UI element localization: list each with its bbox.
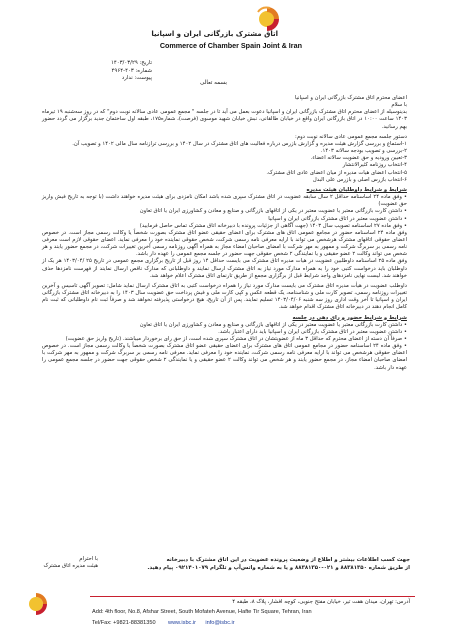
contact-note	[130, 556, 410, 572]
agenda-item: ۵-انتخاب اعضای هیات مدیره از میان اعضای عادی اتاق مشترک.	[266, 169, 407, 176]
address-fa: آدرس: تهران، میدان هفت تیر، خیابان مفتح جنوبی، کوچه افشار، پلاک ۸، طبقه ۴	[232, 599, 410, 605]
contact-note-line: از طریق شماره ۸۸۳۸۱۳۵۰ و ۰۲۱-۸۸۳۸۱۳۵۰ و یا به شماره واتس‌آپ و تلگرام ۰۹۲۱۴۰۱۰۷۹ پیام دهید.	[147, 565, 410, 571]
tel-fax: Tel/Fax: +9821-88381350	[92, 620, 156, 626]
corner-logo-icon	[22, 590, 50, 618]
candidacy-item: • داشتن کارت بازرگانی معتبر یا عضویت معتبر در یکی از اتاقهای بازرگانی و صنایع و معادن و کشاورزی ایران یا اتاق تعاون	[139, 208, 407, 215]
address-en: Add: 4th floor, No.8, Afshar Street, South Mofateh Avenue, Hafte Tir Square, Tehran, Iran	[92, 609, 312, 615]
documents-paragraph: داوطلب عضویت در هیأت مدیره اتاق مشترک می بایست مدارک مورد نیاز را همراه درخواست کتبی به اتاق مشترک ارسال نماید شامل: تصویر آگهی تاسیس و آخرین تغییرات روزنامه رسمی، تصویر کارت ملی و شناسنامه، یک قطعه عکس و کپی کارت ملی و فیش پرداخت حق عضویت سال ۱۴۰۳ را به دبیرخانه اتاق مشترک بازرگانی ایران و اسپانیا تا آخر وقت اداری روز سه شنبه ۱۴۰۳/۰۴/۰۶ تسلیم نمایند. پس از آن تاریخ، هیچ درخواستی پذیرفته نخواهد شد و صرفاً ثبت نام داوطلبانی که ثبت نام کامل انجام دهند در دبیرخانه اتاق مشترک اقدام خواهد شد.	[42, 282, 407, 311]
candidacy-item: وفق ماده ۲۴ اساسنامه حضور در مجامع عمومی اتاق های مشترک برای اعضای حقیقی عضو اتاق مشترک بصورت شخصاً یا وکالت رسمی مجاز است. در خصوص اعضای حقوقی اتاقهای مشترک هرشخص می تواند با ارایه معرفی نامه رسمی شرکت، شخص حقوقی نماینده خود را معرفی نماید. اعضای حقوقی لازم است معرفی نامه رسمی بر سربرگ شرکت و ممهور به مهر شرکت با امضای صاحبان امضاء مجاز به همراه آگهی روزنامه رسمی آخرین تغییرات شرکت، در مجمع حضور یابند و هر شخص می تواند وکالت ۲ عضو حقیقی و یا نمایندگی ۲ شخص حقوقی جهت حضور در جلسه مجمع عمومی را عهده دار باشد.	[42, 229, 407, 258]
agenda-item: ۶-انتخاب بازرس اصلی و بازرس علی البدل	[312, 176, 407, 183]
attendance-title: شرایط و شرایط حضور و رای دهی در جلسه	[292, 314, 407, 321]
letter-date: تاریخ: ۱۴۰۳/۰۳/۲۹	[110, 60, 152, 66]
addressee: اعضای محترم اتاق مشترک بازرگانی ایران و اسپانیا	[294, 95, 407, 101]
letter-meta	[92, 60, 152, 83]
attendance-item: • صرفاً آن دسته از اعضای محترم که حداقل ۳ ماه از عضویتشان در اتاق مشترک سپری شده است، از حق رای برخوردار میباشند. (تاریخ واریز حق عضویت)	[65, 336, 407, 342]
attendance-item: • داشتن کارت بازرگانی معتبر یا عضویت معتبر در یکی از اتاقهای بازرگانی و صنایع و معادن و کشاورزی ایران یا اتاق تعاون	[139, 321, 407, 328]
agenda-title: دستور جلسه مجمع عمومی عادی سالانه نوبت دوم:	[295, 133, 407, 140]
signoff: با احترام	[79, 556, 98, 562]
org-name-en: Commerce of Chamber Spain Joint & Iran	[159, 41, 302, 50]
agenda-item: ۳-تعیین ورودیه و حق عضویت سالانه اعضاء.	[310, 155, 407, 162]
candidacy-title: شرایط و شرایط داوطلبان هیئت مدیره	[306, 186, 407, 193]
letter-body	[42, 95, 407, 372]
attendance-item: • وفق ماده ۲۴ اساسنامه حضور در مجامع عمومی اتاق های مشترک برای اعضای حقیقی عضو اتاق مشترک بصورت شخصاً یا وکالت رسمی مجاز است. در خصوص اعضای حقوقی هرشخص می تواند با ارایه معرفی نامه رسمی شرکت، نماینده خود را معرفی نماید. معرفی نامه رسمی بر سربرگ شرکت و ممهور به مهر شرکت با امضای صاحبان امضاء مجاز، در مجمع حضور یابند و هر شخص می تواند وکالت ۲ عضو حقیقی و یا نمایندگی ۲ شخص حقوقی جهت حضور در جلسه مجمع عمومی را عهده دار باشد.	[42, 343, 408, 371]
org-name-fa: اتاق مشترک بازرگانی ایران و اسپانیا	[151, 30, 278, 38]
candidacy-item: • داشتن عضویت معتبر در اتاق مشترک بازرگانی ایران و اسپانیا	[268, 215, 407, 222]
greeting: با سلام	[391, 102, 407, 109]
attendance-item: • داشتن عضویت معتبر در اتاق مشترک بازرگانی ایران و اسپانیا باید دارای اعتبار باشد.	[218, 328, 407, 335]
candidacy-item: وفق ماده ۲۵ اساسنامه داوطلبین عضویت در هیات مدیره اتاق مشترک می بایست حداقل ۱۴ روز قبل از تاریخ برگزاری مجمع عمومی در تاریخ ۲۵ /۱۴۰۳/۰۴ هر یک از داوطلبان باید درخواست کتبی خود را به همراه مدارک مورد نیاز به اتاق مشترک ارسال نمایند و داوطلبانی که مدارک ناقص ارسال نمایند از فهرست نامزدها حذف خواهند شد. لیست نهایی نامزدهای واجد شرایط قبل از برگزاری مجمع از طریق تارنمای اتاق مشترک اعلام خواهد شد.	[42, 258, 408, 279]
signature-block	[28, 556, 98, 570]
agenda-item: ۱-استماع و بررسی گزارش هیئت مدیره و گزارش بازرس درباره فعالیت های اتاق مشترک در سال ۱۴۰۲ و بررسی ترازنامه سال مالی ۱۴۰۲ و تصویب آن.	[72, 140, 407, 147]
candidacy-item: • وفق ماده ۲۷ اساسنامه تصویب سال ۱۴۰۳ (جهت آگاهی از جزئیات پرونده با دبیرخانه اتاق مشترک تماس حاصل فرمایید)	[139, 222, 407, 229]
basmala: بسمه تعالی	[200, 80, 227, 86]
letter-number: شماره: ۴۰۳-۴۹۶۴	[111, 67, 152, 74]
letter-attachment: پیوست: ندارد	[121, 75, 152, 81]
signatory: هیئت مدیره اتاق مشترک	[43, 563, 98, 569]
candidacy-item: • وفق ماده ۲۴ اساسنامه حداقل ۲ سال سابقه عضویت در اتاق مشترک سپری شده باشد امکان نامزدی برای هیئت مدیره خواهند داشت (با توجه به تاریخ فیش واریز حق عضویت)	[42, 194, 407, 208]
contact-line	[92, 620, 235, 626]
email-link[interactable]: info@isbc.ir	[205, 620, 235, 626]
agenda-item: ۴-انتخاب روزنامه کثیرالانتشار	[342, 162, 407, 169]
agenda-item: ۲-بررسی و تصویب بودجه سالانه ۱۴۰۳.	[320, 148, 407, 155]
contact-note-line: جهت کسب اطلاعات بیشتر و اطلاع از وضعیت پرونده عضویت در این اتاق مشترک با دبیرخانه	[166, 557, 410, 563]
intro-paragraph: بدینوسیله از اعضای محترم اتاق مشترک بازرگانی ایران و اسپانیا دعوت بعمل می آید تا در جلسه " مجمع عمومی عادی سالانه نوبت دوم" که در روز سه‌شنبه ۱۹ تیرماه ۱۴۰۳ ساعت ۱۰:۰۰ در اتاق بازرگانی ایران واقع در خیابان طالقانی، نبش خیابان شهید موسوی (فرصت)، شماره۱۷۵، طبقه اول ساختمان جدید برگزار می گردد حضور بهم رسانید.	[42, 109, 408, 130]
footer-divider	[90, 596, 415, 597]
website-link[interactable]: www.isbc.ir	[168, 620, 197, 626]
